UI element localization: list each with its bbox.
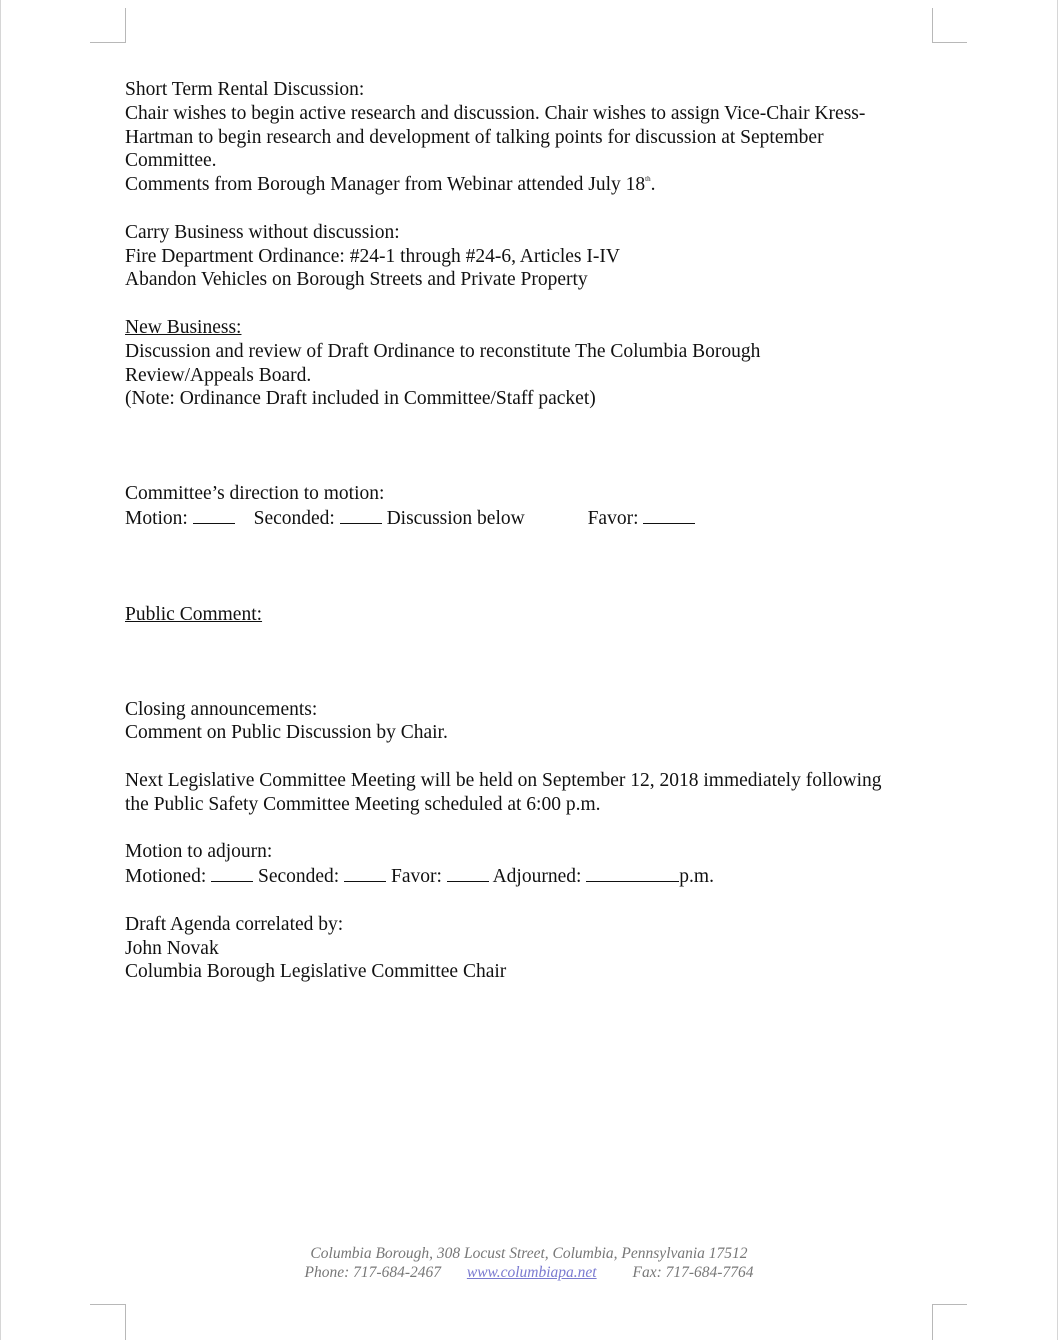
paragraph-line: the Public Safety Committee Meeting scheduled at 6:00 p.m.	[125, 793, 601, 815]
favor-label: Favor:	[587, 507, 639, 529]
new-business-heading: New Business:	[125, 316, 242, 338]
short-term-rental-heading-line	[125, 78, 935, 102]
adjourned-label: Adjourned:	[492, 866, 582, 888]
ordinal-suffix: th	[645, 175, 651, 184]
adjourn-seconded-blank	[344, 864, 386, 882]
page-footer	[0, 1244, 1058, 1282]
footer-address: Columbia Borough, 308 Locust Street, Columbia, Pennsylvania 17512	[310, 1245, 748, 1262]
paragraph-line: Hartman to begin research and development of talking points for discussion at September	[125, 126, 824, 148]
paragraph-line: Committee.	[125, 150, 217, 172]
crop-mark-top-left-h	[90, 42, 125, 43]
crop-mark-bottom-right-v	[932, 1304, 933, 1340]
motioned-blank	[211, 864, 253, 882]
crop-mark-bottom-left-v	[125, 1304, 126, 1340]
carry-business-item: Abandon Vehicles on Borough Streets and Private Property	[125, 269, 588, 291]
webinar-comment-line	[125, 173, 935, 197]
webinar-comment-text: Comments from Borough Manager from Webinar attended July 18	[125, 174, 646, 196]
crop-mark-top-left-v	[125, 8, 126, 43]
paragraph-line: Discussion and review of Draft Ordinance to reconstitute The Columbia Borough	[125, 340, 761, 362]
signature-title: Draft Agenda correlated by:	[125, 913, 344, 935]
carry-business-item: Fire Department Ordinance: #24-1 through #24-6, Articles I-IV	[125, 245, 620, 267]
adjourn-seconded-label: Seconded:	[258, 866, 340, 888]
adjourn-line	[125, 864, 935, 889]
heading-colon: :	[358, 79, 365, 100]
document-body	[125, 78, 935, 1008]
new-business-section	[125, 316, 935, 411]
next-meeting-section	[125, 769, 935, 817]
signature-role: Columbia Borough Legislative Committee Chair	[125, 961, 507, 983]
seconded-label: Seconded:	[253, 507, 335, 529]
footer-website-link[interactable]: www.columbiapa.net	[466, 1264, 597, 1281]
adjourn-section	[125, 840, 935, 889]
crop-mark-bottom-left-h	[90, 1304, 125, 1305]
crop-mark-top-right-v	[932, 8, 933, 43]
carry-business-section	[125, 221, 935, 292]
seconded-blank	[340, 506, 382, 524]
short-term-rental-heading: Short Term Rental Discussion	[125, 79, 359, 100]
motion-line	[125, 506, 935, 531]
signature-section	[125, 913, 935, 984]
discussion-label: Discussion below	[386, 507, 525, 529]
paragraph-line: Review/Appeals Board.	[125, 364, 312, 386]
short-term-rental-section	[125, 78, 935, 197]
footer-contact-line	[0, 1263, 1058, 1282]
adjourn-favor-blank	[447, 864, 489, 882]
motion-label: Motion:	[125, 507, 188, 529]
crop-mark-top-right-h	[932, 42, 967, 43]
public-comment-heading: Public Comment:	[125, 603, 263, 625]
signature-name: John Novak	[125, 937, 219, 959]
crop-mark-bottom-right-h	[932, 1304, 967, 1305]
carry-business-heading: Carry Business without discussion:	[125, 221, 400, 243]
footer-fax: Fax: 717-684-7764	[632, 1264, 754, 1281]
motioned-label: Motioned:	[125, 866, 207, 888]
closing-title: Closing announcements:	[125, 698, 318, 720]
committee-direction-title: Committee’s direction to motion:	[125, 483, 385, 505]
closing-section	[125, 698, 935, 746]
pm-suffix: p.m.	[679, 866, 714, 888]
public-comment-section	[125, 603, 935, 627]
paragraph-line: Next Legislative Committee Meeting will be held on September 12, 2018 immediately following	[125, 769, 882, 791]
adjourned-time-blank	[586, 864, 679, 882]
paragraph-line: Chair wishes to begin active research and discussion. Chair wishes to assign Vice-Chair Kress-	[125, 102, 866, 124]
committee-motion-section	[125, 482, 935, 531]
sentence-period: .	[650, 174, 656, 196]
paragraph-line: (Note: Ordinance Draft included in Committee/Staff packet)	[125, 388, 596, 410]
footer-phone: Phone: 717-684-2467	[304, 1264, 441, 1281]
page-edge-left	[0, 0, 1, 1340]
adjourn-title: Motion to adjourn:	[125, 841, 273, 863]
favor-blank	[643, 506, 695, 524]
adjourn-favor-label: Favor:	[390, 866, 442, 888]
closing-comment: Comment on Public Discussion by Chair.	[125, 722, 448, 744]
motion-blank	[193, 506, 235, 524]
